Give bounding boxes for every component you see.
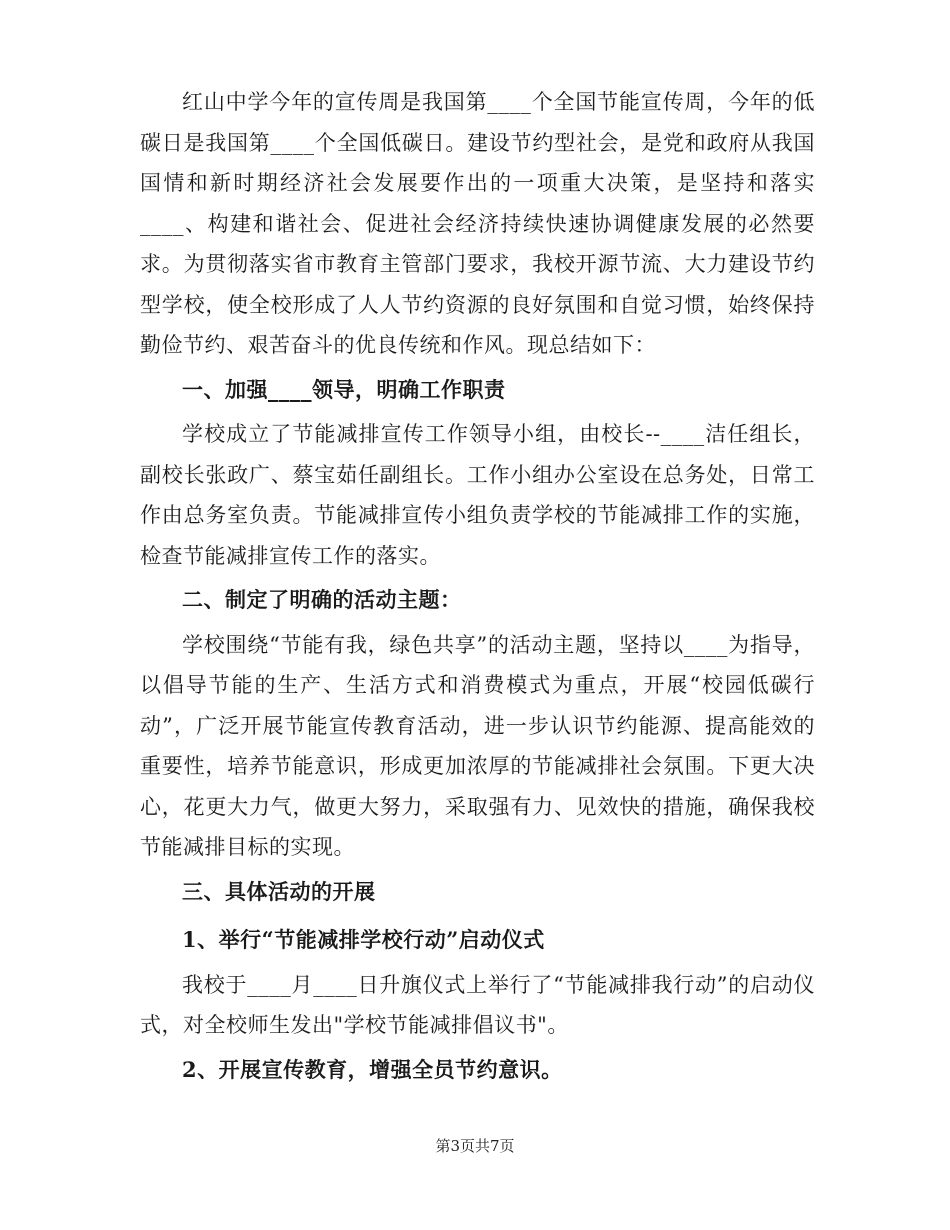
section-3-heading: 三、具体活动的开展 [182, 878, 376, 904]
item-2-heading: 2、开展宣传教育，增强全员节约意识。 [182, 1056, 563, 1082]
item-1-paragraph: 我校于____月____日升旗仪式上举行了“节能减排我行动”的启动仪式，对全校师生发出"学校节能减排倡议书"。 [140, 972, 815, 1037]
intro-paragraph: 红山中学今年的宣传周是我国第____个全国节能宣传周，今年的低碳日是我国第____个全国低碳日。建设节约型社会，是党和政府从我国国情和新时期经济社会发展要作出的一项重大决策，是坚持和落实____、构建和谐社会、促进社会经济持续快速协调健康发展的必然要求。为贯彻落实省市教育主管部门要求，我校开源节流、大力建设节约型学校，使全校形成了人人节约资源的良好氛围和自觉习惯，始终保持勤俭节约、艰苦奋斗的优良传统和作风。现总结如下： [140, 90, 815, 357]
section-2-paragraph: 学校围绕“节能有我，绿色共享”的活动主题，坚持以____为指导，以倡导节能的生产、生活方式和消费模式为重点，开展“校园低碳行动”，广泛开展节能宣传教育活动，进一步认识节约能源、提高能效的重要性，培养节能意识，形成更加浓厚的节能减排社会氛围。下更大决心，花更大力气，做更大努力，采取强有力、见效快的措施，确保我校节能减排目标的实现。 [140, 632, 815, 859]
section-1-paragraph: 学校成立了节能减排宣传工作领导小组，由校长--____洁任组长，副校长张政广、蔡宝茹任副组长。工作小组办公室设在总务处，日常工作由总务室负责。节能减排宣传小组负责学校的节能减排工作的实施，检查节能减排宣传工作的落实。 [140, 422, 815, 568]
section-1-heading: 一、加强____领导，明确工作职责 [182, 376, 506, 402]
document-body [140, 82, 815, 1094]
section-2-heading: 二、制定了明确的活动主题： [182, 587, 462, 612]
page-number-footer: 第3页共7页 [435, 1137, 515, 1155]
item-1-heading: 1、举行“节能减排学校行动”启动仪式 [182, 927, 545, 952]
